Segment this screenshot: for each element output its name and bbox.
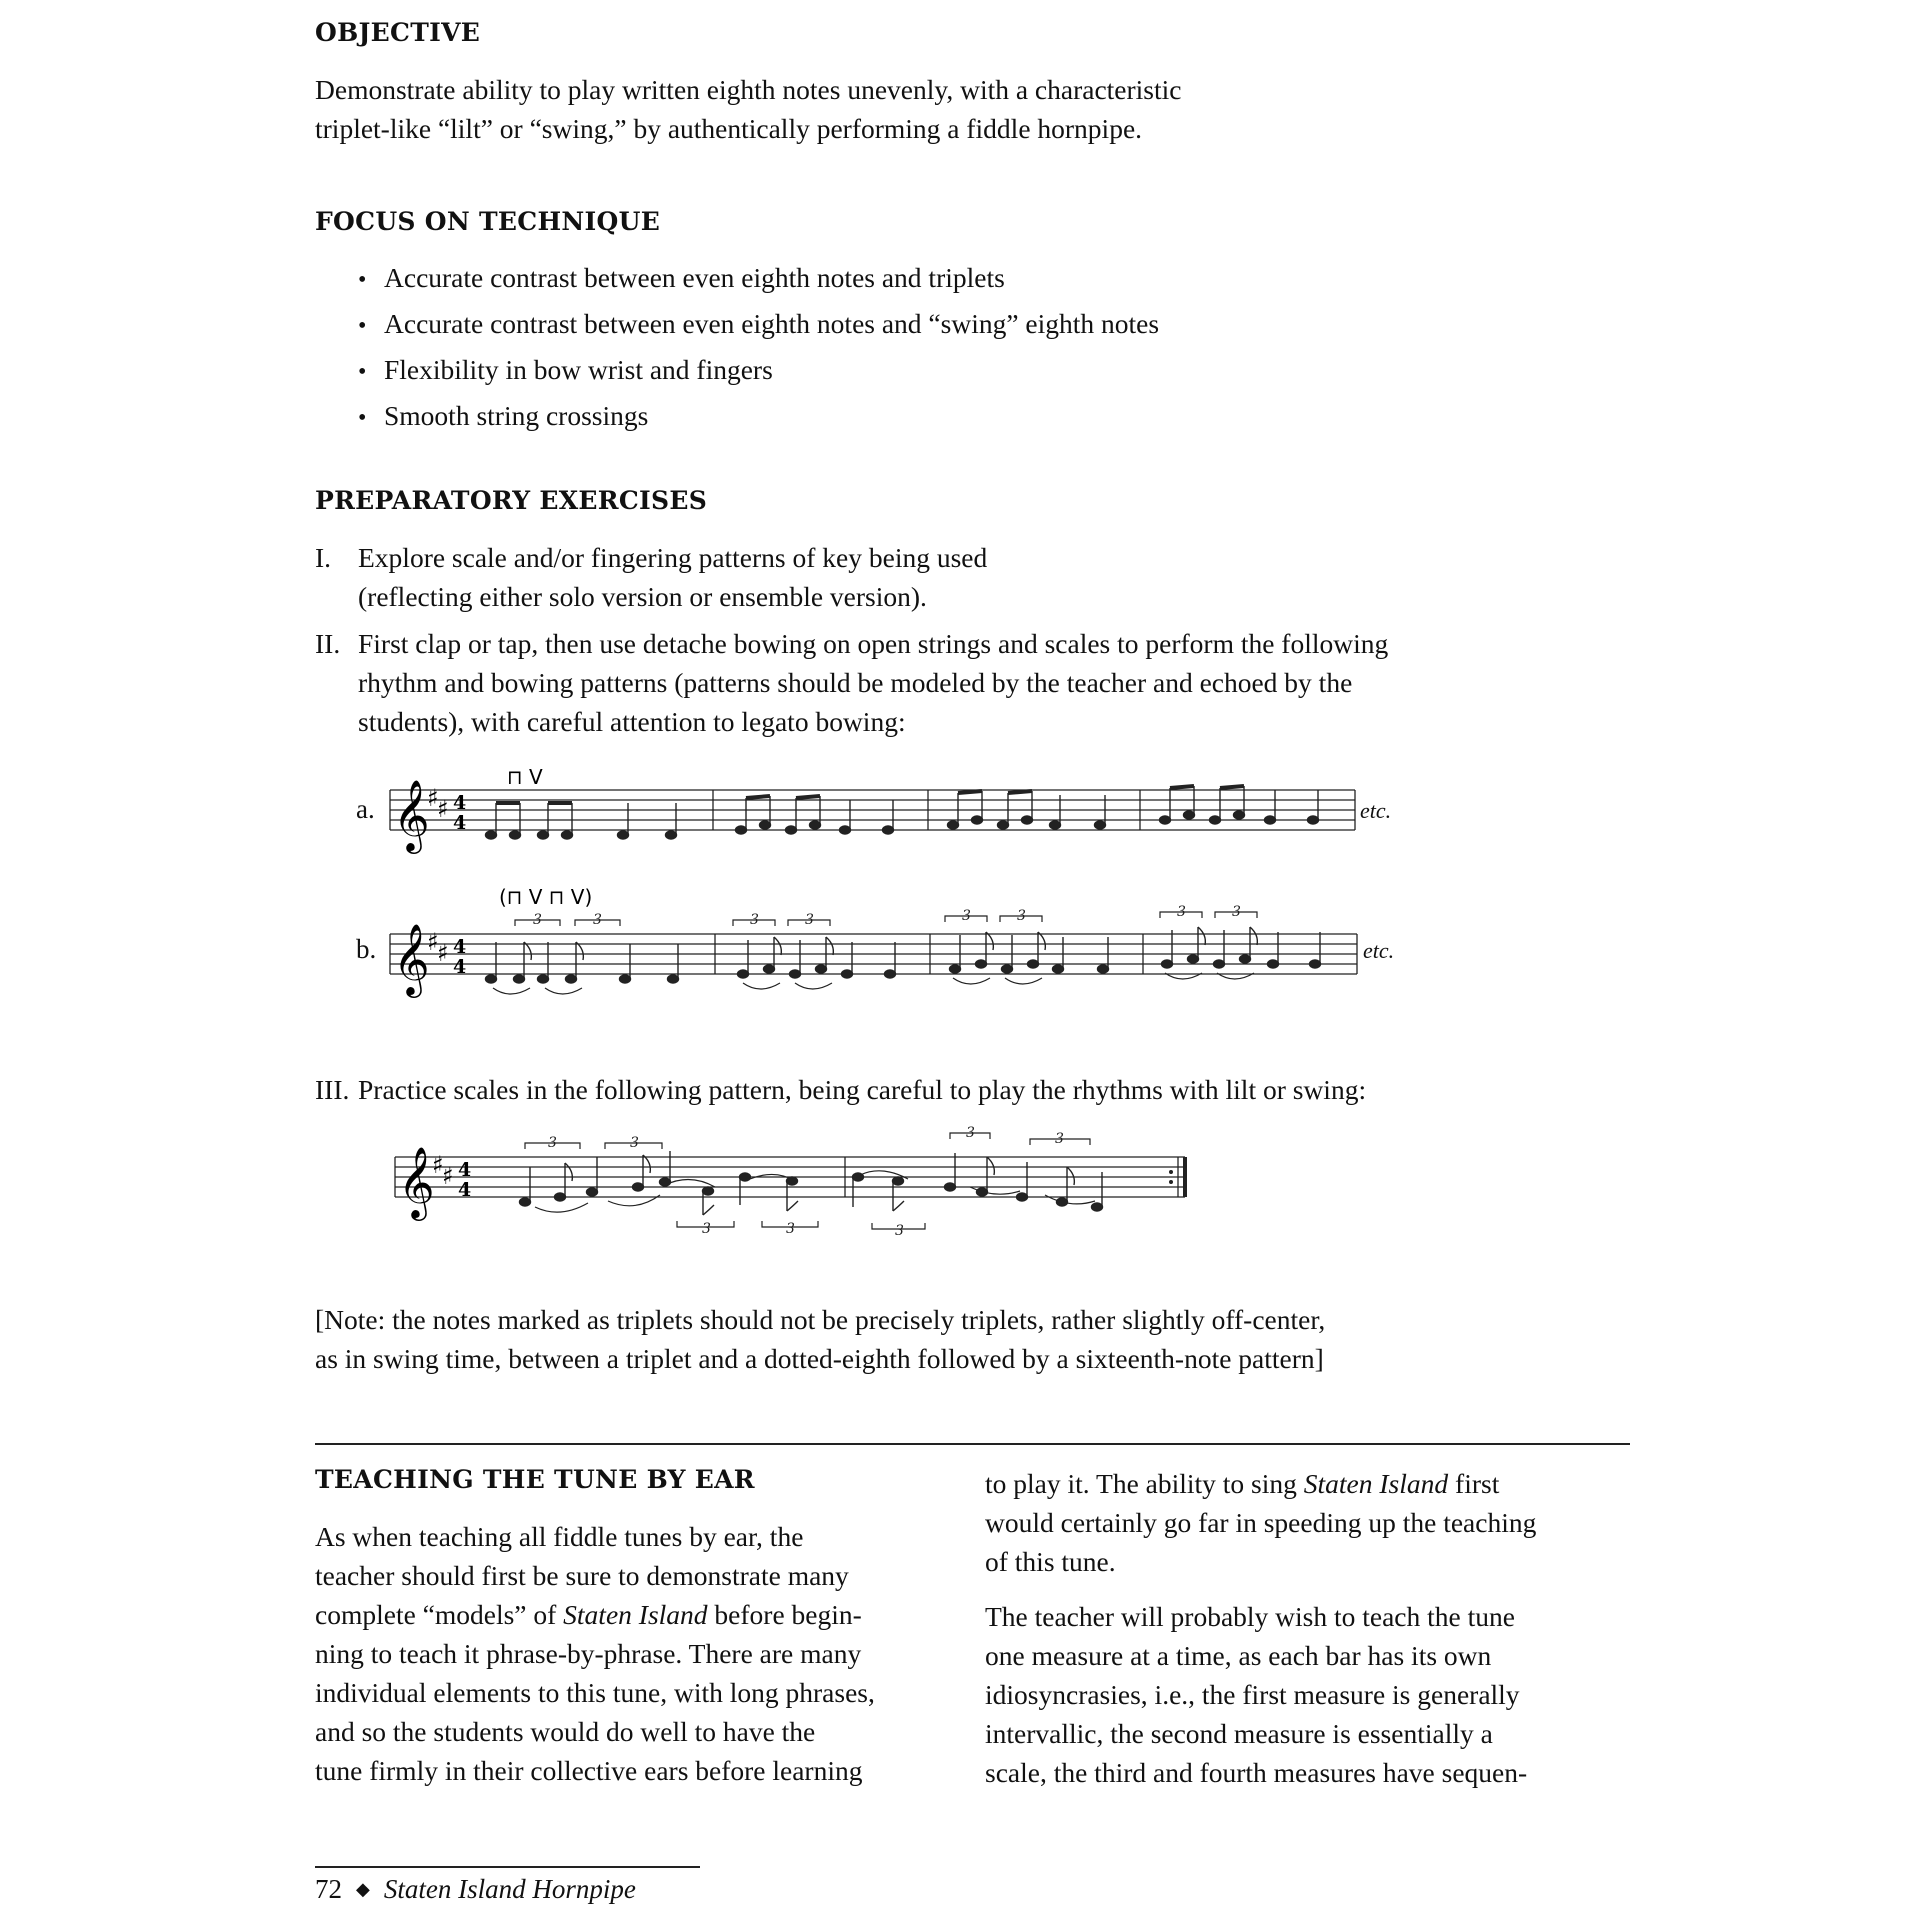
page-footer [315,1874,636,1905]
svg-text:4: 4 [453,812,467,834]
svg-text:3: 3 [533,912,542,928]
svg-text:4: 4 [453,956,467,978]
exercises-heading: PREPARATORY EXERCISES [315,486,708,515]
svg-text:♯: ♯ [427,784,439,812]
exercise-3-label: III. [315,1074,350,1105]
footer-rule [315,1866,700,1868]
svg-text:♯: ♯ [427,928,439,956]
treble-clef-icon: 𝄞 [393,922,430,995]
list-item: • Flexibility in bow wrist and fingers [358,347,1159,393]
objective-text [315,70,1182,148]
svg-text:3: 3 [1017,908,1026,924]
svg-text:4: 4 [458,1179,472,1201]
staff-a-etc: etc. [1360,798,1392,823]
svg-text:♯: ♯ [432,1151,444,1179]
exercise-2-text: First clap or tap, then use detache bowing on open strings and scales to perform the following rhythm and bowing patterns (patterns should be modeled by the teacher and echoed by the students), with careful attention to legato bowing: [358,628,1389,737]
staff-c [390,1115,1200,1245]
staff-b-notation [385,882,1365,1022]
objective-heading: OBJECTIVE [315,18,481,47]
svg-text:3: 3 [750,912,759,928]
svg-text:3: 3 [966,1125,975,1141]
treble-clef-icon: 𝄞 [398,1145,435,1218]
teaching-heading: TEACHING THE TUNE BY EAR [315,1465,755,1494]
svg-text:3: 3 [895,1223,904,1239]
staff-b-label: b. [356,934,377,964]
triplet-note: [Note: the notes marked as triplets should not be precisely triplets, rather slightly off-center, as in swing time, between a triplet and a dotted-eighth followed by a sixteenth-note pattern] [315,1304,1326,1374]
svg-text:3: 3 [805,912,814,928]
staff-b-etc: etc. [1363,938,1395,963]
bowing-marks: ⊓ V [507,765,543,789]
staff-a-label: a. [356,794,375,824]
svg-text:4: 4 [453,792,467,814]
diamond-icon: ◆ [356,1879,370,1899]
exercise-1-text: Explore scale and/or fingering patterns of key being used (reflecting either solo version or ensemble version). [358,542,988,612]
exercise-2-label: II. [315,628,341,659]
teaching-right-column-p2: The teacher will probably wish to teach the tune one measure at a time, as each bar has its own idiosyncrasies, i.e., the first measure is generally intervallic, the second measure is essentially a scale, the third and fourth measures have sequen- [985,1601,1528,1788]
staff-a-notation [385,760,1365,870]
list-item: • Accurate contrast between even eighth notes and “swing” eighth notes [358,301,1159,347]
svg-text:♯: ♯ [437,795,449,823]
staff-a [385,760,1365,870]
bullet-icon: • [358,405,367,431]
svg-text:3: 3 [1177,904,1186,920]
section-divider [315,1443,1630,1445]
svg-text:4: 4 [453,936,467,958]
svg-text:3: 3 [702,1221,711,1237]
list-item: • Accurate contrast between even eighth notes and triplets [358,255,1159,301]
bowing-marks: (⊓ V ⊓ V) [499,885,593,909]
technique-heading: FOCUS ON TECHNIQUE [315,207,661,236]
svg-text:3: 3 [593,912,602,928]
svg-text:3: 3 [962,908,971,924]
svg-text:♯: ♯ [442,1162,454,1190]
list-item: • Smooth string crossings [358,393,1159,439]
svg-text:4: 4 [458,1159,472,1181]
footer-title: Staten Island Hornpipe [383,1874,636,1904]
svg-text:3: 3 [786,1221,795,1237]
staff-c-notation [390,1115,1200,1245]
svg-text:3: 3 [548,1135,557,1151]
objective-line-2: triplet-like “lilt” or “swing,” by authentically performing a fiddle hornpipe. [315,113,1143,144]
technique-list [358,255,1159,439]
bullet-icon: • [358,267,367,293]
exercise-1-label: I. [315,542,332,573]
objective-line-1: Demonstrate ability to play written eighth notes unevenly, with a characteristic [315,74,1182,105]
staff-b [385,882,1365,1022]
teaching-left-column: As when teaching all fiddle tunes by ear, the teacher should first be sure to demonstrate many complete “models” of Staten Island before begin- ning to teach it phrase-by-phrase. There are many individual elements to this tune, with long phrases, and so the students would do well to have the tune firmly in their collective ears before learning [315,1521,875,1786]
page-number: 72 [315,1874,342,1904]
treble-clef-icon: 𝄞 [393,778,430,851]
svg-text:3: 3 [630,1135,639,1151]
svg-text:3: 3 [1232,904,1241,920]
svg-text:♯: ♯ [437,939,449,967]
bullet-icon: • [358,313,367,339]
teaching-right-column-p1: to play it. The ability to sing Staten Island first would certainly go far in speeding up the teaching of this tune. [985,1468,1537,1577]
svg-text:3: 3 [1055,1131,1064,1147]
exercise-3-text: Practice scales in the following pattern, being careful to play the rhythms with lilt or swing: [358,1074,1367,1105]
bullet-icon: • [358,359,367,385]
